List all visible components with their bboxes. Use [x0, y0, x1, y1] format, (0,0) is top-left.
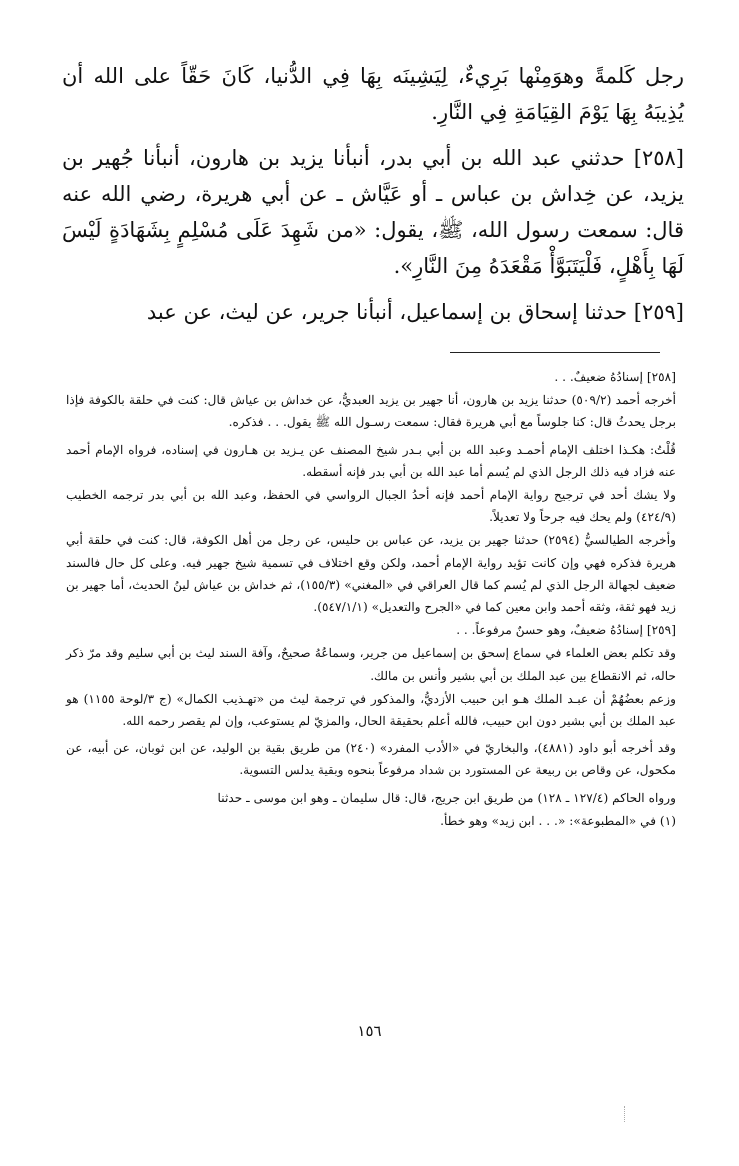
page-number: ١٥٦ — [357, 1022, 382, 1040]
footnote-paragraph: وقد تكلم بعض العلماء في سماع إسحق بن إسماعيل من جرير، وسماعُهُ صحيحٌ، وآفة السند ليث بن أبي سليم وقد مرّ ذكر حاله، ثم الانقطاع بين عبد الملك بن أبي بشير وأنس بن مالك. — [66, 646, 676, 683]
footnote-separator — [450, 352, 660, 353]
footnote-heading-259: [٢٥٩] إسنادُهُ ضعيفٌ، وهو حسنٌ مرفوعاً. . . — [456, 623, 676, 638]
footnote-paragraph: ورواه الحاكم (١٢٧/٤ ـ ١٢٨) من طريق ابن جريج، قال: قال سليمان ـ وهو ابن موسى ـ حدثنا — [217, 790, 676, 805]
footnote-paragraph: وزعم بعضُهُمْ أن عبـد الملك هـو ابن حبيب الأزديُّ، والمذكور في ترجمة ليث من «تهـذيب الكمال» (ج ٣/لوحة ١١٥٥) هو عبد الملك بن أبي بشير دون ابن حبيب، فالله أعلم بحقيقة الحال، والمزيّ لم يستوعب، وإن لم يقصر رحمه الله. — [66, 691, 676, 729]
scan-mark — [624, 1106, 635, 1122]
footnote-marginal-note: (١) في «المطبوعة»: «. . . ابن زيد» وهو خطأ. — [440, 813, 676, 828]
footnote-paragraph: ولا يشك أحد في ترجيح رواية الإمام أحمد فإنه أحدُ الجبال الرواسي في الحفظ، وعبد الله بن أبي بدر ترجمه الخطيب (٤٢٤/٩) ولم يحك فيه جرحاً ولا تعديلاً. — [66, 488, 676, 525]
main-paragraph-1: رجل كَلمةً وهوَمِنْها بَرِيءٌ، لِيَشِينَه بِهَا فِي الدُّنيا، كَانَ حَقّاً على الله أن يُذِيبَهُ بِهَا يَوْمَ القِيَامَةِ فِي النَّارِ. — [62, 64, 684, 124]
footnotes — [66, 366, 676, 832]
footnote-heading-258: [٢٥٨] إسنادُهُ ضعيفٌ. . . — [554, 370, 676, 384]
footnote-paragraph: وأخرجه الطيالسيُّ (٢٥٩٤) حدثنا جهير بن يزيد، عن عباس بن حليس، عن رجل من أهل الكوفة، قال: كنت في حلقة أبي هريرة فذكره فهي وإن كانت تؤيد رواية الإمام أحمد، ولكن وقع اختلاف في تسمية شيخ جهير فيه. وعلى كل حال فالسند ضعيف لجهالة الرجل الذي لم يُسم كما قال العراقي في «المغني» (١٥٥/٣)، ثم خداش بن عياش لينُ الحديث، أما جهير بن زيد فهو ثقة، وثقه أحمد وابن معين كما في «الجرح والتعديل» (٥٤٧/١/١). — [66, 533, 677, 615]
footnote-paragraph: وقد أخرجه أبو داود (٤٨٨١)، والبخاريّ في «الأدب المفرد» (٢٤٠) من طريق بقية بن الوليد، عن ابن ثوبان، عن أبيه، عن مكحول، عن وقاص بن ربيعة عن المستورد بن شداد مرفوعاً بنحوه وبقية يدلس التسوية. — [66, 741, 676, 778]
footnote-paragraph: أخرجه أحمد (٥٠٩/٢) حدثنا يزيد بن هارون، أنا جهير بن يزيد العبديُّ، عن خداش بن عياش قال: كنت في حلقة بالكوفة فإذا برجل يحدثُ قال: كنا جلوساً مع أبي هريرة فقال: سمعت رسـول الله ﷺ يقول. . . فذكره. — [66, 393, 676, 430]
main-paragraph-hadith-259: [٢٥٩] حدثنا إسحاق بن إسماعيل، أنبأنا جرير، عن ليث، عن عبد — [146, 300, 684, 324]
main-paragraph-hadith-258: [٢٥٨] حدثني عبد الله بن أبي بدر، أنبأنا يزيد بن هارون، أنبأنا جُهير بن يزيد، عن خِداش بن عباس ـ أو عَيَّاش ـ عن أبي هريرة، رضي الله عنه قال: سمعت رسول الله، ﷺ، يقول: «من شَهِدَ عَلَى مُسْلِمٍ بِشَهَادَةٍ لَيْسَ لَهَا بِأَهْلٍ، فَلْيَتَبَوَّأْ مَقْعَدَهُ مِنَ النَّارِ». — [62, 146, 684, 278]
footnote-paragraph: قُلْتُ: هكـذا اختلف الإمام أحمـد وعبد الله بن أبي بـدر شيخ المصنف عن يـزيد بن هـارون في إسناده، فرواه الإمام أحمد عنه فزاد فيه ذلك الرجل الذي لم يُسم أما عبد الله بن أبي بدر فإنه أسقطه. — [66, 442, 676, 479]
main-text — [62, 58, 684, 330]
